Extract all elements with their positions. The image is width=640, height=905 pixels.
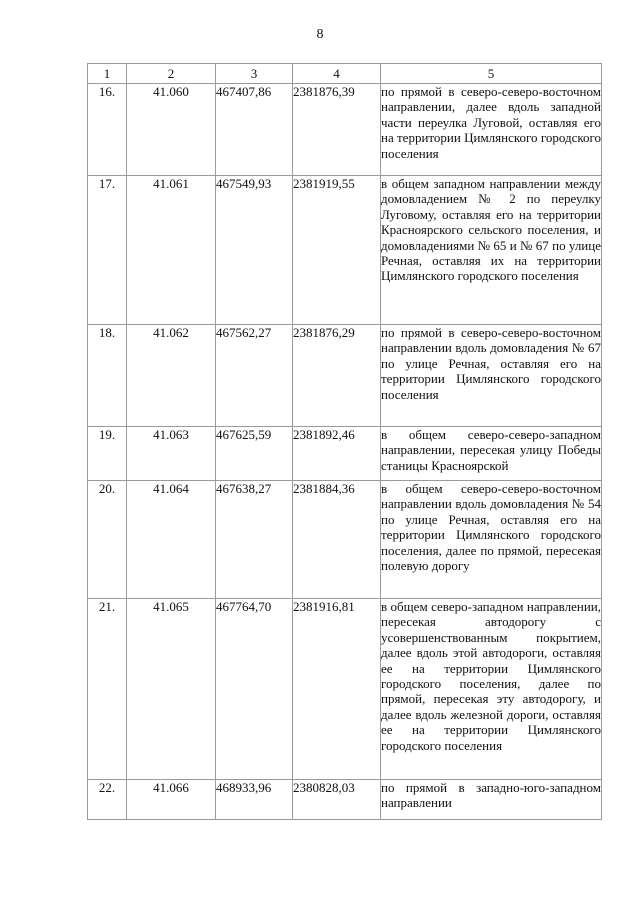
coordinate-y: 2381919,55 <box>293 176 381 325</box>
column-header: 1 <box>88 64 127 84</box>
coordinate-y: 2381876,39 <box>293 84 381 176</box>
coordinate-y: 2381876,29 <box>293 325 381 427</box>
coordinate-y: 2381916,81 <box>293 599 381 780</box>
coordinate-x: 467562,27 <box>216 325 293 427</box>
coordinate-x: 467764,70 <box>216 599 293 780</box>
table-row <box>88 481 602 599</box>
column-header: 5 <box>381 64 602 84</box>
coordinate-y: 2380828,03 <box>293 780 381 820</box>
row-number: 19. <box>88 427 127 481</box>
column-header: 2 <box>127 64 216 84</box>
coordinate-x: 467407,86 <box>216 84 293 176</box>
table-header-row <box>88 64 602 84</box>
table-row <box>88 325 602 427</box>
row-number: 17. <box>88 176 127 325</box>
row-number: 20. <box>88 481 127 599</box>
point-code: 41.064 <box>127 481 216 599</box>
table-row <box>88 176 602 325</box>
point-code: 41.063 <box>127 427 216 481</box>
boundary-table <box>87 63 602 820</box>
point-code: 41.062 <box>127 325 216 427</box>
point-code: 41.065 <box>127 599 216 780</box>
coordinate-x: 467638,27 <box>216 481 293 599</box>
boundary-description: по прямой в северо-северо-восточном направлении вдоль домовладения № 67 по улице Речная, оставляя его на территории Цимлянского городского поселения <box>381 325 602 427</box>
column-header: 3 <box>216 64 293 84</box>
table-row <box>88 599 602 780</box>
column-header: 4 <box>293 64 381 84</box>
boundary-description: в общем северо-западном направлении, пересекая автодорогу с усовершенствованным покрытием, далее вдоль этой автодороги, оставляя ее на территории Цимлянского городского поселения, далее по прямой, пересекая эту автодорогу, и далее вдоль железной дороги, оставляя ее на территории Цимлянского городского поселения <box>381 599 602 780</box>
coordinate-x: 468933,96 <box>216 780 293 820</box>
coordinate-x: 467549,93 <box>216 176 293 325</box>
coordinate-x: 467625,59 <box>216 427 293 481</box>
boundary-description: в общем западном направлении между домовладением № 2 по переулку Луговому, оставляя его на территории Красноярского сельского поселения, и домовладениями № 65 и № 67 по улице Речная, оставляя их на территории Цимлянского городского поселения <box>381 176 602 325</box>
boundary-description: по прямой в западно-юго-западном направлении <box>381 780 602 820</box>
point-code: 41.066 <box>127 780 216 820</box>
table-row <box>88 427 602 481</box>
boundary-description: в общем северо-северо-восточном направлении вдоль домовладения № 54 по улице Речная, оставляя его на территории Цимлянского городского поселения, далее по прямой, пересекая полевую дорогу <box>381 481 602 599</box>
row-number: 21. <box>88 599 127 780</box>
coordinate-y: 2381884,36 <box>293 481 381 599</box>
boundary-description: по прямой в северо-северо-восточном направлении, далее вдоль западной части переулка Луговой, оставляя его на территории Цимлянского городского поселения <box>381 84 602 176</box>
table-row <box>88 84 602 176</box>
row-number: 18. <box>88 325 127 427</box>
page-number: 8 <box>316 27 324 42</box>
point-code: 41.060 <box>127 84 216 176</box>
row-number: 16. <box>88 84 127 176</box>
coordinate-y: 2381892,46 <box>293 427 381 481</box>
boundary-description: в общем северо-северо-западном направлении, пересекая улицу Победы станицы Красноярской <box>381 427 602 481</box>
table-row <box>88 780 602 820</box>
point-code: 41.061 <box>127 176 216 325</box>
row-number: 22. <box>88 780 127 820</box>
